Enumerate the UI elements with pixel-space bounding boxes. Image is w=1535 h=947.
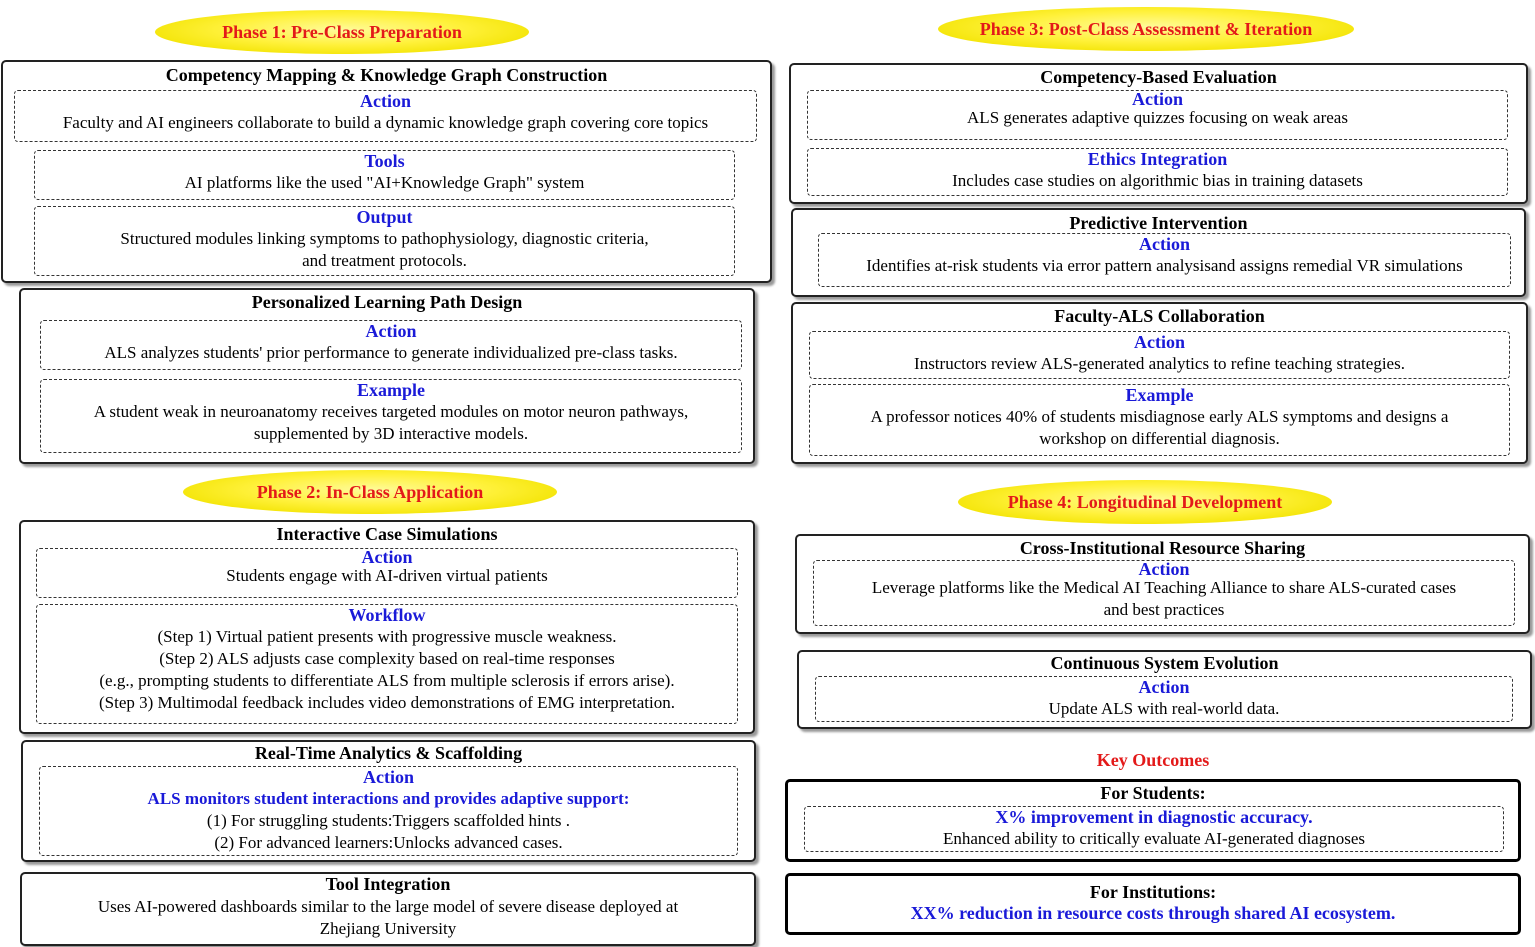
example-label: Example xyxy=(1125,385,1194,405)
competency-mapping-output xyxy=(34,206,735,276)
phase-4-title: Phase 4: Longitudinal Development xyxy=(1007,491,1283,512)
competency-eval-box xyxy=(789,63,1528,204)
case-simulations-workflow xyxy=(36,604,738,724)
system-evolution-action xyxy=(815,676,1513,722)
example-line-2: workshop on differential diagnosis. xyxy=(1039,429,1280,448)
workflow-step-2-example: (e.g., prompting students to differentiate ALS from multiple sclerosis if errors arise). xyxy=(99,671,675,690)
action-text: Faculty and AI engineers collaborate to build a dynamic knowledge graph covering core topics xyxy=(62,113,709,132)
students-outcome-title: For Students: xyxy=(1100,783,1206,803)
institutions-outcome-box xyxy=(785,873,1521,935)
case-simulations-action xyxy=(36,548,738,598)
action-text: ALS generates adaptive quizzes focusing on weak areas xyxy=(967,108,1348,127)
phase-2-title: Phase 2: In-Class Application xyxy=(256,481,484,502)
action-label: Action xyxy=(360,91,411,111)
ethics-label: Ethics Integration xyxy=(1087,149,1228,169)
phase-1-header xyxy=(155,10,529,54)
key-outcomes-title: Key Outcomes xyxy=(1096,750,1210,770)
workflow-step-2: (Step 2) ALS adjusts case complexity based on real-time responses xyxy=(159,649,615,668)
students-outcome-detail xyxy=(804,806,1504,852)
competency-eval-ethics xyxy=(807,148,1508,196)
students-text: Enhanced ability to critically evaluate AI-generated diagnoses xyxy=(943,829,1365,848)
output-line-1: Structured modules linking symptoms to pathophysiology, diagnostic criteria, xyxy=(120,229,649,248)
competency-eval-action xyxy=(807,90,1508,140)
action-text: ALS analyzes students' prior performance to generate individualized pre-class tasks. xyxy=(104,343,678,362)
tools-text: AI platforms like the used "AI+Knowledge Graph" system xyxy=(184,173,585,192)
case-simulations-title: Interactive Case Simulations xyxy=(276,524,498,544)
output-label: Output xyxy=(356,207,413,227)
phase-4-header xyxy=(958,480,1332,524)
tool-integration-line-1: Uses AI-powered dashboards similar to the large model of severe disease deployed at xyxy=(97,897,679,916)
system-evolution-box xyxy=(797,650,1532,729)
resource-sharing-action xyxy=(813,560,1515,626)
realtime-analytics-action xyxy=(39,766,738,856)
example-line-2: supplemented by 3D interactive models. xyxy=(253,424,529,443)
resource-sharing-line-1: Leverage platforms like the Medical AI Teaching Alliance to share ALS-curated cases xyxy=(871,578,1457,597)
action-label: Action xyxy=(1138,559,1190,579)
phase-2-header xyxy=(183,470,557,514)
competency-mapping-tools xyxy=(34,150,735,200)
system-evolution-title: Continuous System Evolution xyxy=(1050,653,1279,673)
competency-mapping-title: Competency Mapping & Knowledge Graph Construction xyxy=(165,65,608,85)
faculty-collab-action xyxy=(809,331,1510,379)
phase-1-title: Phase 1: Pre-Class Preparation xyxy=(222,21,462,42)
realtime-analytics-title: Real-Time Analytics & Scaffolding xyxy=(254,743,523,763)
students-highlight: X% improvement in diagnostic accuracy. xyxy=(995,807,1313,827)
resource-sharing-line-2: and best practices xyxy=(1103,600,1225,619)
example-line-1: A professor notices 40% of students misdiagnose early ALS symptoms and designs a xyxy=(870,407,1449,426)
tool-integration-title: Tool Integration xyxy=(325,874,451,894)
faculty-collab-title: Faculty-ALS Collaboration xyxy=(1054,306,1265,326)
tool-integration-box xyxy=(20,872,756,946)
action-text: Identifies at-risk students via error pattern analysisand assigns remedial VR simulations xyxy=(866,256,1463,275)
competency-mapping-action xyxy=(14,90,757,142)
faculty-collab-example xyxy=(809,384,1510,456)
phase-3-title: Phase 3: Post-Class Assessment & Iteration xyxy=(979,18,1313,39)
personalized-path-example xyxy=(40,379,742,453)
resource-sharing-title: Cross-Institutional Resource Sharing xyxy=(1019,538,1306,558)
action-text: Students engage with AI-driven virtual patients xyxy=(226,566,548,585)
competency-mapping-box xyxy=(1,60,772,283)
faculty-collab-box xyxy=(791,302,1528,464)
case-simulations-box xyxy=(19,520,755,734)
students-outcome-box xyxy=(785,779,1521,862)
ethics-text: Includes case studies on algorithmic bias in training datasets xyxy=(952,171,1363,190)
institutions-outcome-title: For Institutions: xyxy=(1089,882,1217,902)
struggling-students-line: (1) For struggling students:Triggers scaffolded hints . xyxy=(206,811,571,830)
action-label: Action xyxy=(1138,677,1190,697)
action-highlight: ALS monitors student interactions and provides adaptive support: xyxy=(147,789,630,808)
realtime-analytics-box xyxy=(21,740,756,862)
predictive-box xyxy=(791,208,1526,297)
resource-sharing-box xyxy=(795,534,1530,634)
advanced-learners-line: (2) For advanced learners:Unlocks advanced cases. xyxy=(214,833,563,852)
example-line-1: A student weak in neuroanatomy receives targeted modules on motor neuron pathways, xyxy=(93,402,689,421)
tools-label: Tools xyxy=(364,151,405,171)
personalized-path-box xyxy=(19,288,755,464)
workflow-step-1: (Step 1) Virtual patient presents with progressive muscle weakness. xyxy=(157,627,617,646)
workflow-step-3: (Step 3) Multimodal feedback includes video demonstrations of EMG interpretation. xyxy=(99,693,675,712)
action-text: Instructors review ALS-generated analytics to refine teaching strategies. xyxy=(914,354,1405,373)
example-label: Example xyxy=(356,380,425,400)
personalized-path-action xyxy=(40,320,742,370)
tool-integration-line-2: Zhejiang University xyxy=(319,919,457,938)
workflow-label: Workflow xyxy=(348,605,426,625)
action-label: Action xyxy=(1139,234,1190,254)
action-label: Action xyxy=(361,547,413,567)
output-line-2: and treatment protocols. xyxy=(302,251,467,270)
action-label: Action xyxy=(363,767,414,787)
action-label: Action xyxy=(365,321,417,341)
action-text: Update ALS with real-world data. xyxy=(1048,699,1280,718)
action-label: Action xyxy=(1134,332,1185,352)
predictive-action xyxy=(818,233,1511,287)
institutions-highlight: XX% reduction in resource costs through shared AI ecosystem. xyxy=(910,903,1396,923)
action-label: Action xyxy=(1132,89,1183,109)
predictive-title: Predictive Intervention xyxy=(1069,213,1248,233)
personalized-path-title: Personalized Learning Path Design xyxy=(251,292,523,312)
competency-eval-title: Competency-Based Evaluation xyxy=(1040,67,1277,87)
phase-3-header xyxy=(938,7,1354,51)
